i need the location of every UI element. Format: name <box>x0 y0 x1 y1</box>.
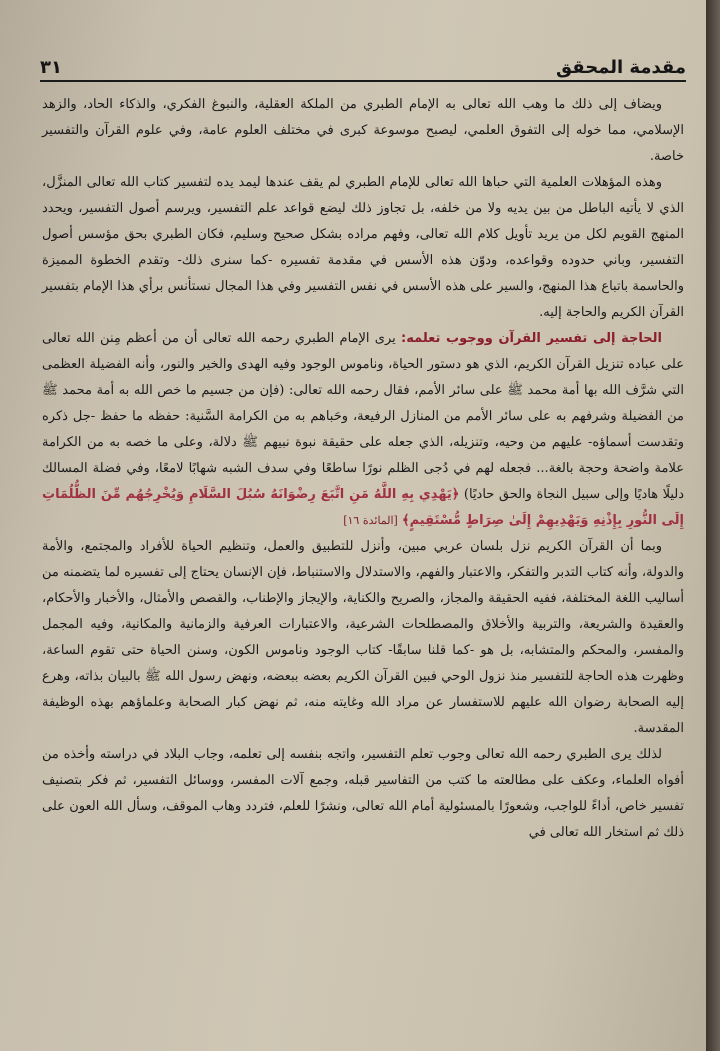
quran-verse: ﴿يَهْدِي بِهِ اللَّهُ مَنِ اتَّبَعَ رِضْوَانَهُ سُبُلَ السَّلَامِ وَيُخْرِجُهُم مِّنَ الظُّلُمَاتِ إِلَى النُّورِ بِإِذْنِهِ وَيَهْدِيهِمْ إِلَىٰ صِرَاطٍ مُّسْتَقِيمٍ﴾ <box>42 487 684 528</box>
paragraph <box>42 534 684 742</box>
paragraph-text: وبما أن القرآن الكريم نزل بلسان عربي مبين، وأنزل للتطبيق والعمل، وتنظيم الحياة للأفراد والمجتمع، والأمة والدولة، وأنه كتاب التدبر والتفكر، والاعتبار والفهم، والاستدلال والاستنباط، فإن الإنسان يحتاج إلى تفسيره لما يتضمنه من أساليب اللغة المختلفة، ففيه الحقيقة والمجاز، والصريح والكناية، والإيجاز والإطناب، والقصص والأمثال، والأخبار والأحكام، والعقيدة والشريعة، والتربية والأخلاق والمصطلحات الشرعية، والاعتبارات العرفية والزمانية والمكانية، وفيه المجمل والمفسر، والمحكم والمتشابه، بل هو -كما قلنا سابقًا- كتاب الوجود وناموس الكون، وسنن الحياة حتى تقوم الساعة، وظهرت هذه الحاجة للتفسير منذ نزول الوحي فبين القرآن الكريم بعضه ببعضه، ونهض رسول الله ﷺ بالبيان بذاته، وهرع إليه الصحابة رضوان الله عليهم للاستفسار عن مراد الله وغايته منه، ثم نهض كبار الصحابة وعلماؤهم بهذه الوظيفة المقدسة. <box>42 539 684 736</box>
paragraph-text: يرى الإمام الطبري رحمه الله تعالى أن من أعظم مِنن الله تعالى على عباده تنزيل القرآن الكريم، الذي هو دستور الحياة، وناموس الوجود وفيه الهدى والخير والنور، وأنه الفضيلة العظمى التي شرَّف الله بها أمة محمد ﷺ على سائر الأمم، فقال رحمه الله تعالى: (فإن من جسيم ما خص الله به أمة محمد ﷺ من الفضيلة وشرفهم به على سائر الأمم من المنازل الرفيعة، وحَباهم به من الكرامة السَّنية: حفظه ما حفظ -جل ذكره وتقدست أسماؤه- عليهم من وحيه، وتنزيله، الذي جعله على حقيقة نبوة نبيهم ﷺ دلالة، وعلى ما خصه به من الكرامة علامة واضحة وحجة بالغة... فجعله لهم في دُجى الظلم نورًا ساطعًا وفي سدف الشبه شهابًا لامعًا، وفي فضلة المسالك دليلًا هاديًا وإلى سبيل النجاة والحق حاديًا) <box>42 331 684 502</box>
section-heading: الحاجة إلى تفسير القرآن ووجوب تعلمه: <box>401 331 662 346</box>
header-divider <box>40 80 686 82</box>
verse-reference: [المائدة ١٦] <box>343 514 398 527</box>
paragraph <box>42 170 684 326</box>
paragraph-text: لذلك يرى الطبري رحمه الله تعالى وجوب تعلم التفسير، واتجه بنفسه إلى تعلمه، وجاب البلاد في دراسته وأخذه من أفواه العلماء، وعكف على مطالعته ما كتب من التفاسير قبله، وجمع آلات المفسر، ووسائل التفسير، ثم فكر بتصنيف تفسير خاص، أداءً للواجب، وشعورًا بالمسئولية أمام الله تعالى، ونشرًا للعلم، فتردد وهاب الموقف، وسأل الله العون على ذلك ثم استخار الله تعالى في <box>42 747 684 840</box>
paragraph-text: وهذه المؤهلات العلمية التي حباها الله تعالى للإمام الطبري لم يقف عندها ليمد يده لتفسير كتاب الله تعالى المنزَّل، الذي لا يأتيه الباطل من بين يديه ولا من خلفه، بل تجاوز ذلك ليضع قواعد علم التفسير، ويرسم أصول التفسير، ويحدد المنهج القويم لكل من يريد تأويل كلام الله تعالى، وفهم مراده بشكل صحيح وسليم، فكان الطبري بحق مؤسس أصول التفسير، وباني حدوده وقواعده، ودوّن هذه الأسس في مقدمة تفسيره -كما سنرى ذلك- وتقدم الخطوة المميزة والحاسمة باتباع هذا المنهج، والسير على هذه الأسس في نفس التفسير وفي هذا المجال نستأنس برأي هذا الإمام بتفسير القرآن الكريم والحاجة إليه. <box>42 175 684 320</box>
book-gutter <box>706 0 720 1051</box>
paragraph-text: ويضاف إلى ذلك ما وهب الله تعالى به الإمام الطبري من الملكة العقلية، والنبوغ الفكري، والذكاء الحاد، والزهد الإسلامي، مما خوله إلى التفوق العلمي، ليصبح موسوعة كبرى في مختلف العلوم عامة، وفي علوم القرآن والتفسير خاصة. <box>42 97 684 164</box>
page-number: ٣١ <box>40 57 62 78</box>
paragraph <box>42 742 684 846</box>
page-header <box>40 48 686 78</box>
paragraph <box>42 92 684 170</box>
paragraph <box>42 326 684 534</box>
section-title: مقدمة المحقق <box>556 57 686 78</box>
page-body <box>42 92 684 846</box>
